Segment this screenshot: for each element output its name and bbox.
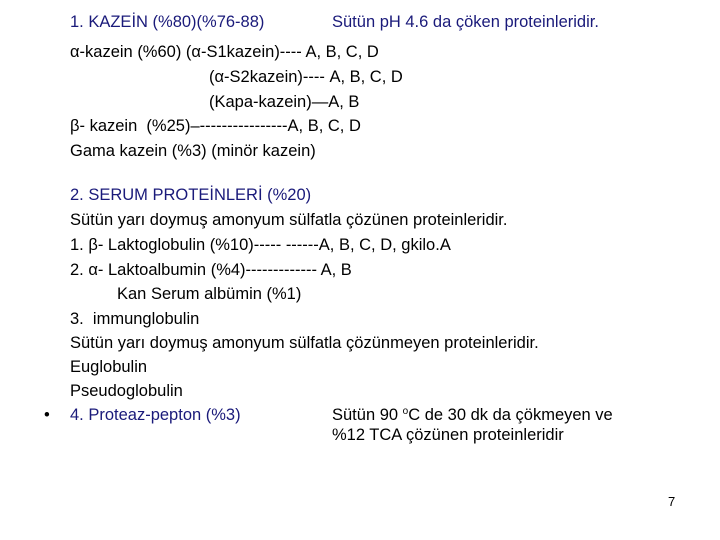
alpha-kazein-line: α-kazein (%60) (α-S1kazein)---- A, B, C, D [70,43,379,61]
euglobulin-line: Euglobulin [70,358,148,376]
kapa-kazein-line: (Kapa-kazein)—A, B [209,93,360,111]
insoluble-proteins-definition: Sütün yarı doymuş amonyum sülfatla çözünmeyen proteinleridir. [70,334,539,352]
kazein-definition: Sütün pH 4.6 da çöken proteinleridir. [332,13,599,31]
proteaz-pepton-label: 4. Proteaz-pepton (%3) [70,406,241,424]
serum-albumin-line: Kan Serum albümin (%1) [117,285,302,303]
proteaz-pepton-description-line2: %12 TCA çözünen proteinleridir [332,426,564,444]
beta-kazein-line: β- kazein (%25)–----------------A, B, C, D [70,117,361,135]
description-text-end: C de 30 dk da çökmeyen ve [408,406,613,424]
alpha-s2-kazein-line: (α-S2kazein)---- A, B, C, D [209,68,403,86]
serum-proteins-heading: 2. SERUM PROTEİNLERİ (%20) [70,186,312,204]
page-number: 7 [668,494,676,509]
description-text-start: Sütün 90 [332,406,403,424]
laktoalbumin-line: 2. α- Laktoalbumin (%4)------------- A, B [70,261,352,279]
degree-superscript: o [402,406,409,417]
serum-proteins-definition: Sütün yarı doymuş amonyum sülfatla çözünen proteinleridir. [70,211,508,229]
gama-kazein-line: Gama kazein (%3) (minör kazein) [70,142,316,160]
immunglobulin-line: 3. immunglobulin [70,310,200,328]
pseudoglobulin-line: Pseudoglobulin [70,382,183,400]
kazein-heading: 1. KAZEİN (%80)(%76-88) [70,13,265,31]
bullet-marker: • [44,406,50,424]
laktoglobulin-line: 1. β- Laktoglobulin (%10)----- ------A, B, C, D, gkilo.A [70,236,451,254]
